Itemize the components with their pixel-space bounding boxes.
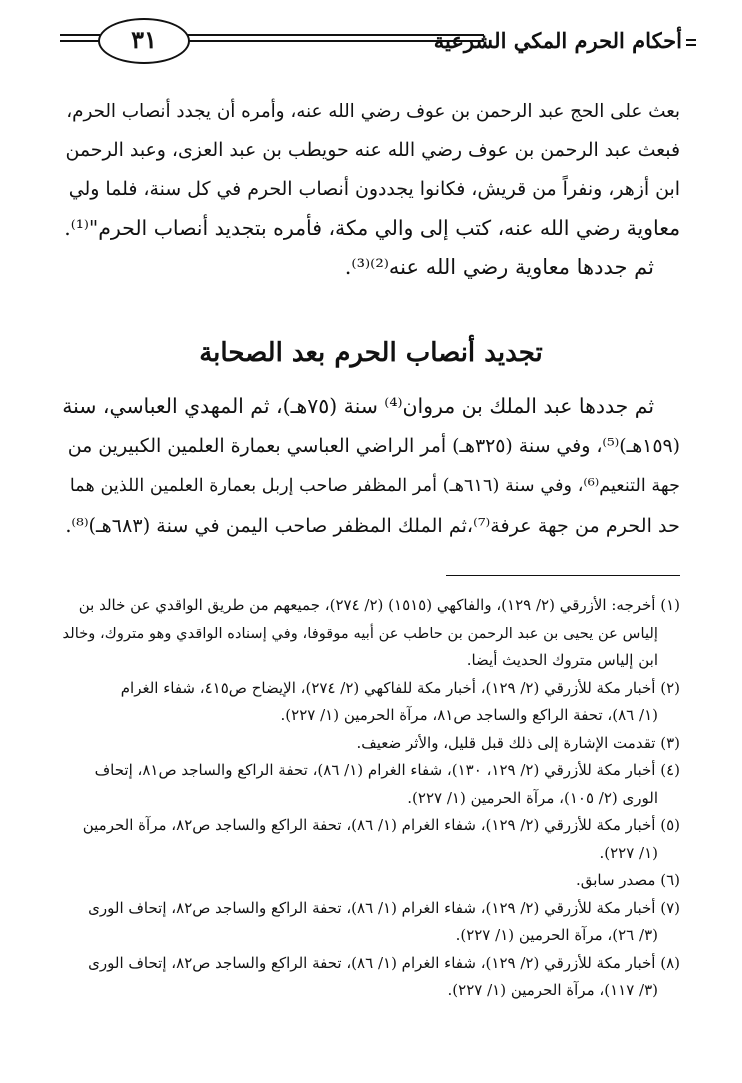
text-line: ثم جددها عبد الملك بن مروان⁽⁴⁾ سنة (٧٥هـ)، ثم المهدي العباسي، سنة [62,394,654,418]
footnote [62,675,680,730]
text-line: (١٥٩هـ)⁽⁵⁾، وفي سنة (٣٢٥هـ) أمر الراضي العباسي بعمارة العلمين الكبيرين من [67,435,680,457]
footnote [62,812,680,867]
footnote-text: (٣) تقدمت الإشارة إلى ذلك قبل قليل، والأثر ضعيف. [356,733,680,752]
text-line: ثم جددها معاوية رضي الله عنه⁽²⁾⁽³⁾. [344,255,654,279]
text-line: ابن أزهر، ونفراً من قريش، فكانوا يجددون أنصاب الحرم في كل سنة، فلما ولي [68,178,680,200]
text-line: حد الحرم من جهة عرفة⁽⁷⁾،ثم الملك المظفر صاحب اليمن في سنة (٦٨٣هـ)⁽⁸⁾. [65,514,680,537]
text-line: بعث على الحج عبد الرحمن بن عوف رضي الله عنه، وأمره أن يجدد أنصاب الحرم، [66,101,680,122]
header-rule [165,34,484,44]
paragraph-1 [62,92,680,287]
footnote-text: (١) أخرجه: الأزرقي (٢/ ١٢٩)، والفاكهي (١٥١٥) (٢/ ٢٧٤)، جميعهم من طريق الواقدي عن خالد بن [78,596,680,614]
footnote-text: (٥) أخبار مكة للأزرقي (٢/ ١٢٩)، شفاء الغرام (١/ ٨٦)، تحفة الراكع والساجد ص٨٢، مرآة الحرمين [82,816,680,834]
header-dash [686,44,696,46]
header-rule-left [60,34,100,44]
footnote-separator [446,575,680,576]
footnote [62,592,680,675]
footnote [62,867,680,895]
footnote [62,950,680,1005]
footnote-text: (٤) أخبار مكة للأزرقي (٢/ ١٢٩، ١٣٠)، شفاء الغرام (١/ ٨٦)، تحفة الراكع والساجد ص٨١، إتحاف [94,761,680,779]
footnote-text: (١/ ٨٦)، تحفة الراكع والساجد ص٨١، مرآة الحرمين (١/ ٢٢٧). [280,706,658,724]
text-line: جهة التنعيم⁽⁶⁾، وفي سنة (٦١٦هـ) أمر المظفر صاحب إربل بعمارة العلمين اللذين هما [69,476,680,496]
section-heading: تجديد أنصاب الحرم بعد الصحابة [199,338,543,368]
footnote-text: (٣/ ١١٧)، مرآة الحرمين (١/ ٢٢٧). [447,981,658,999]
footnote-text: إلياس عن يحيى بن عبد الرحمن بن حاطب عن أبيه موقوفا، وفي إسناده الواقدي وهو متروك، وخالد [62,624,658,642]
footnotes [62,592,680,1005]
footnote [62,757,680,812]
footnote [62,730,680,758]
footnote-text: ابن إلياس متروك الحديث أيضا. [466,651,658,669]
page-number: ٣١ [98,18,190,64]
footnote-text: (٧) أخبار مكة للأزرقي (٢/ ١٢٩)، شفاء الغرام (١/ ٨٦)، تحفة الراكع والساجد ص٨٢، إتحاف الورى [88,898,680,917]
footnote-text: (٣/ ٢٦)، مرآة الحرمين (١/ ٢٢٧). [455,926,658,944]
footnote [62,895,680,950]
text-line: معاوية رضي الله عنه، كتب إلى والي مكة، فأمره بتجديد أنصاب الحرم"⁽¹⁾. [64,216,680,240]
footnote-text: (٨) أخبار مكة للأزرقي (٢/ ١٢٩)، شفاء الغرام (١/ ٨٦)، تحفة الراكع والساجد ص٨٢، إتحاف الورى [88,953,680,972]
footnote-text: (٦) مصدر سابق. [575,871,680,889]
running-title: أحكام الحرم المكي الشرعية [433,28,682,53]
paragraph-2 [62,386,680,546]
running-header [60,18,682,64]
footnote-text: (٢) أخبار مكة للأزرقي (٢/ ١٢٩)، أخبار مكة للفاكهي (٢/ ٢٧٤)، الإيضاح ص٤١٥، شفاء الغرام [120,678,680,697]
header-dash [686,39,696,41]
text-line: فبعث عبد الرحمن بن عوف رضي الله عنه حويطب بن عبد العزى، وعبد الرحمن [65,139,680,161]
footnote-text: الورى (٢/ ١٠٥)، مرآة الحرمين (١/ ٢٢٧). [407,788,658,807]
footnote-text: (١/ ٢٢٧). [599,843,658,862]
